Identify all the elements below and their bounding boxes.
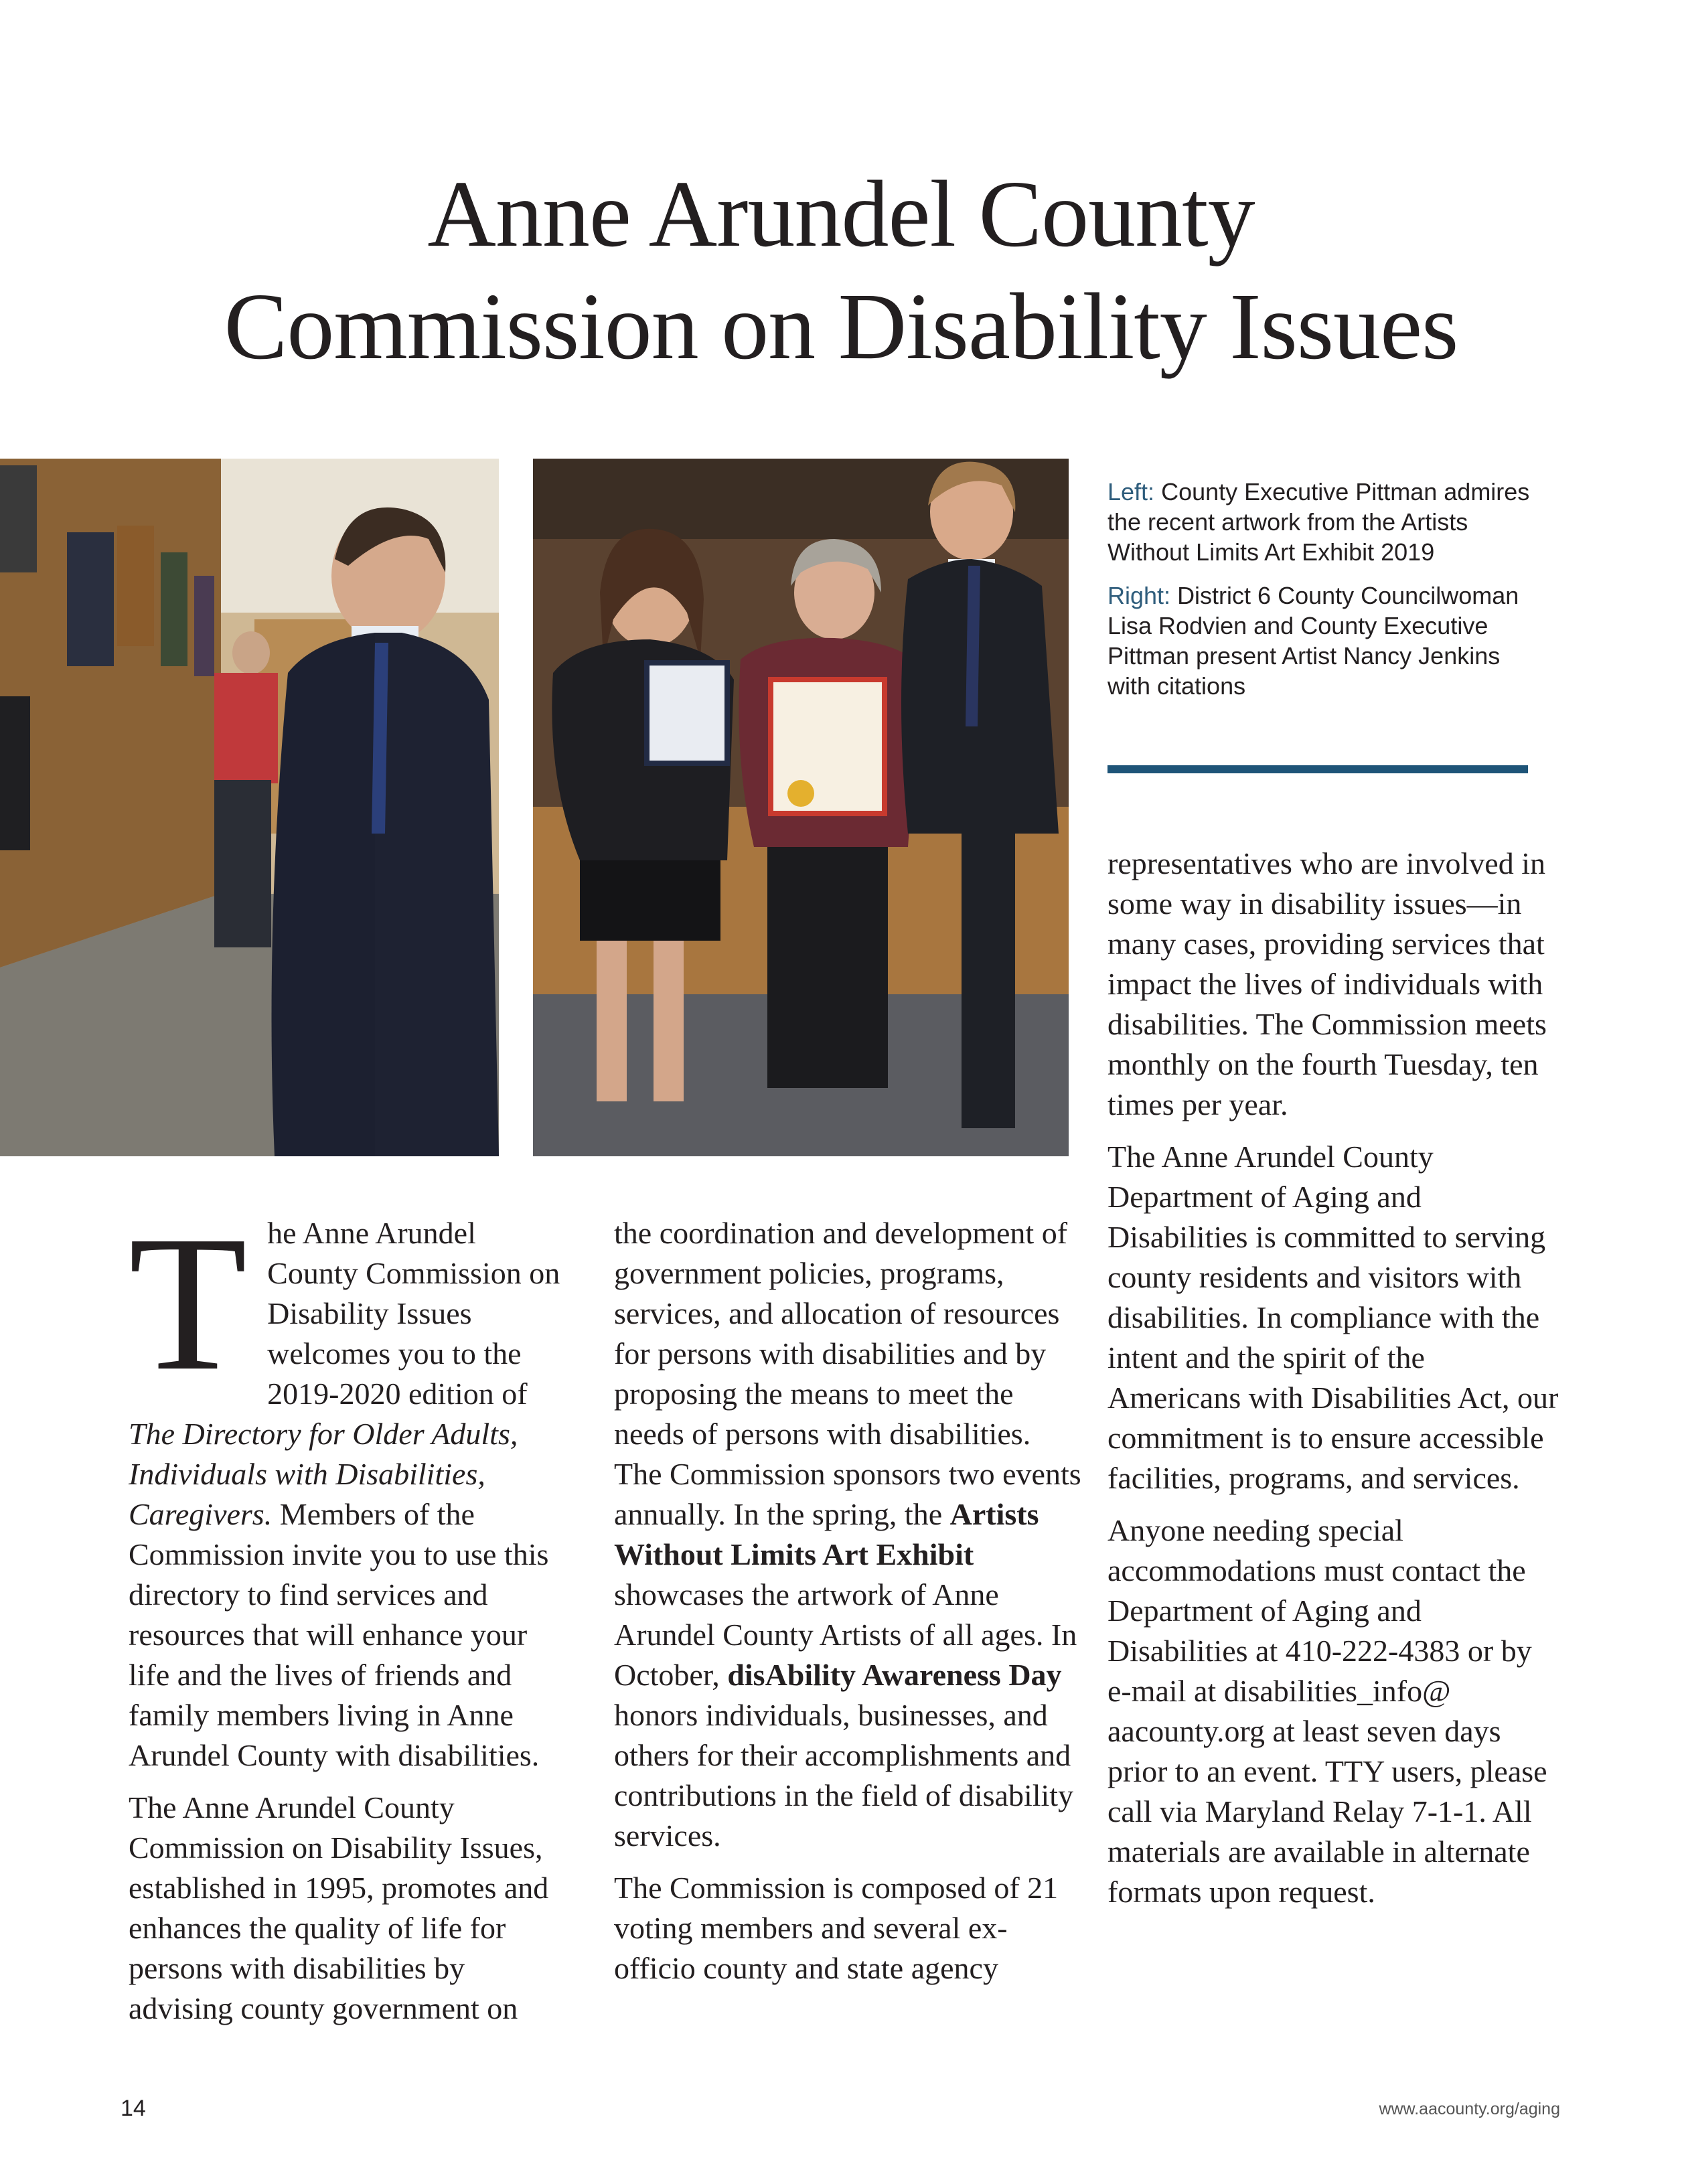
photo-caption	[1107, 477, 1536, 714]
drop-cap: T	[129, 1196, 248, 1411]
photo-artwork-exhibit	[0, 459, 499, 1156]
intro-paragraph	[129, 1196, 570, 1776]
department-paragraph: The Anne Arundel County Department of Aging and Disabilities is committed to serving county residents and visitors with disabilities. In compliance with the intent and the spirit of the Americans with Disabilities Act, our commitment is to ensure accessible facilities, programs, and services.	[1107, 1140, 1559, 1495]
photo-citation-presentation	[533, 459, 1069, 1156]
caption-left-label: Left:	[1107, 478, 1155, 505]
caption-divider	[1107, 765, 1528, 773]
caption-left	[1107, 477, 1536, 567]
body-column-1	[129, 1196, 570, 2041]
caption-left-text: County Executive Pittman admires the recent artwork from the Artists Without Limits Art Exhibit 2019	[1107, 478, 1530, 566]
page-title	[0, 157, 1682, 382]
awareness-day-name: disAbility Awareness Day	[727, 1658, 1062, 1692]
composition-paragraph: The Commission is composed of 21 voting members and several ex-officio county and state agency	[614, 1871, 1059, 1985]
caption-right	[1107, 580, 1536, 701]
body-column-2	[614, 1213, 1083, 2001]
page-number: 14	[121, 2096, 146, 2121]
directory-title: The Directory for Older Adults, Individuals with Disabilities, Caregivers.	[129, 1417, 518, 1531]
intro-text-a: he Anne Arundel County Commission on Disability Issues welcomes you to the 2019-2020 edition of	[267, 1216, 560, 1411]
history-paragraph: The Anne Arundel County Commission on Disability Issues, established in 1995, promotes and enhances the quality of life for persons with disabilities by advising county government on	[129, 1790, 549, 2025]
caption-right-label: Right:	[1107, 582, 1171, 609]
footer-url: www.aacounty.org/aging	[1379, 2100, 1560, 2118]
art-exhibit-name: Artists Without Limits Art Exhibit	[614, 1497, 1039, 1571]
events-text-a: the coordination and development of government policies, programs, services, and allocation of resources for persons with disabilities and by proposing the means to meet the needs of persons with disabilities. The Commission sponsors two events annually. In the spring, the	[614, 1216, 1081, 1531]
body-column-3	[1107, 844, 1563, 1924]
photo-citation-presentation-drawing	[533, 459, 1069, 1156]
events-paragraph	[614, 1213, 1083, 1856]
photo-artwork-exhibit-drawing	[0, 459, 499, 1156]
composition-paragraph-cont: representatives who are involved in some way in disability issues—in many cases, providing services that impact the lives of individuals with disabilities. The Commission meets monthly on the fourth Tuesday, ten times per year.	[1107, 846, 1547, 1121]
intro-text-b: Members of the Commission invite you to use this directory to find services and resources that will enhance your life and the lives of friends and family members living in Anne Arundel County with disabilities.	[129, 1497, 549, 1772]
page-title-line-2: Commission on Disability Issues	[224, 273, 1458, 379]
page-title-line-1: Anne Arundel County	[427, 161, 1255, 266]
caption-right-text: District 6 County Councilwoman Lisa Rodvien and County Executive Pittman present Artist Nancy Jenkins with citations	[1107, 582, 1519, 700]
events-text-b: showcases the artwork of Anne Arundel County Artists of all ages. In October,	[614, 1577, 1077, 1692]
accommodations-paragraph: Anyone needing special accommodations must contact the Department of Aging and Disabilities at 410-222-4383 or by e-mail at disabilities_info@ aacounty.org at least seven days prior to an event. TTY users, please call via Maryland Relay 7-1-1. All materials are available in alternate formats upon request.	[1107, 1513, 1547, 1909]
events-text-c: honors individuals, businesses, and others for their accomplishments and contributions in the field of disability services.	[614, 1698, 1074, 1853]
